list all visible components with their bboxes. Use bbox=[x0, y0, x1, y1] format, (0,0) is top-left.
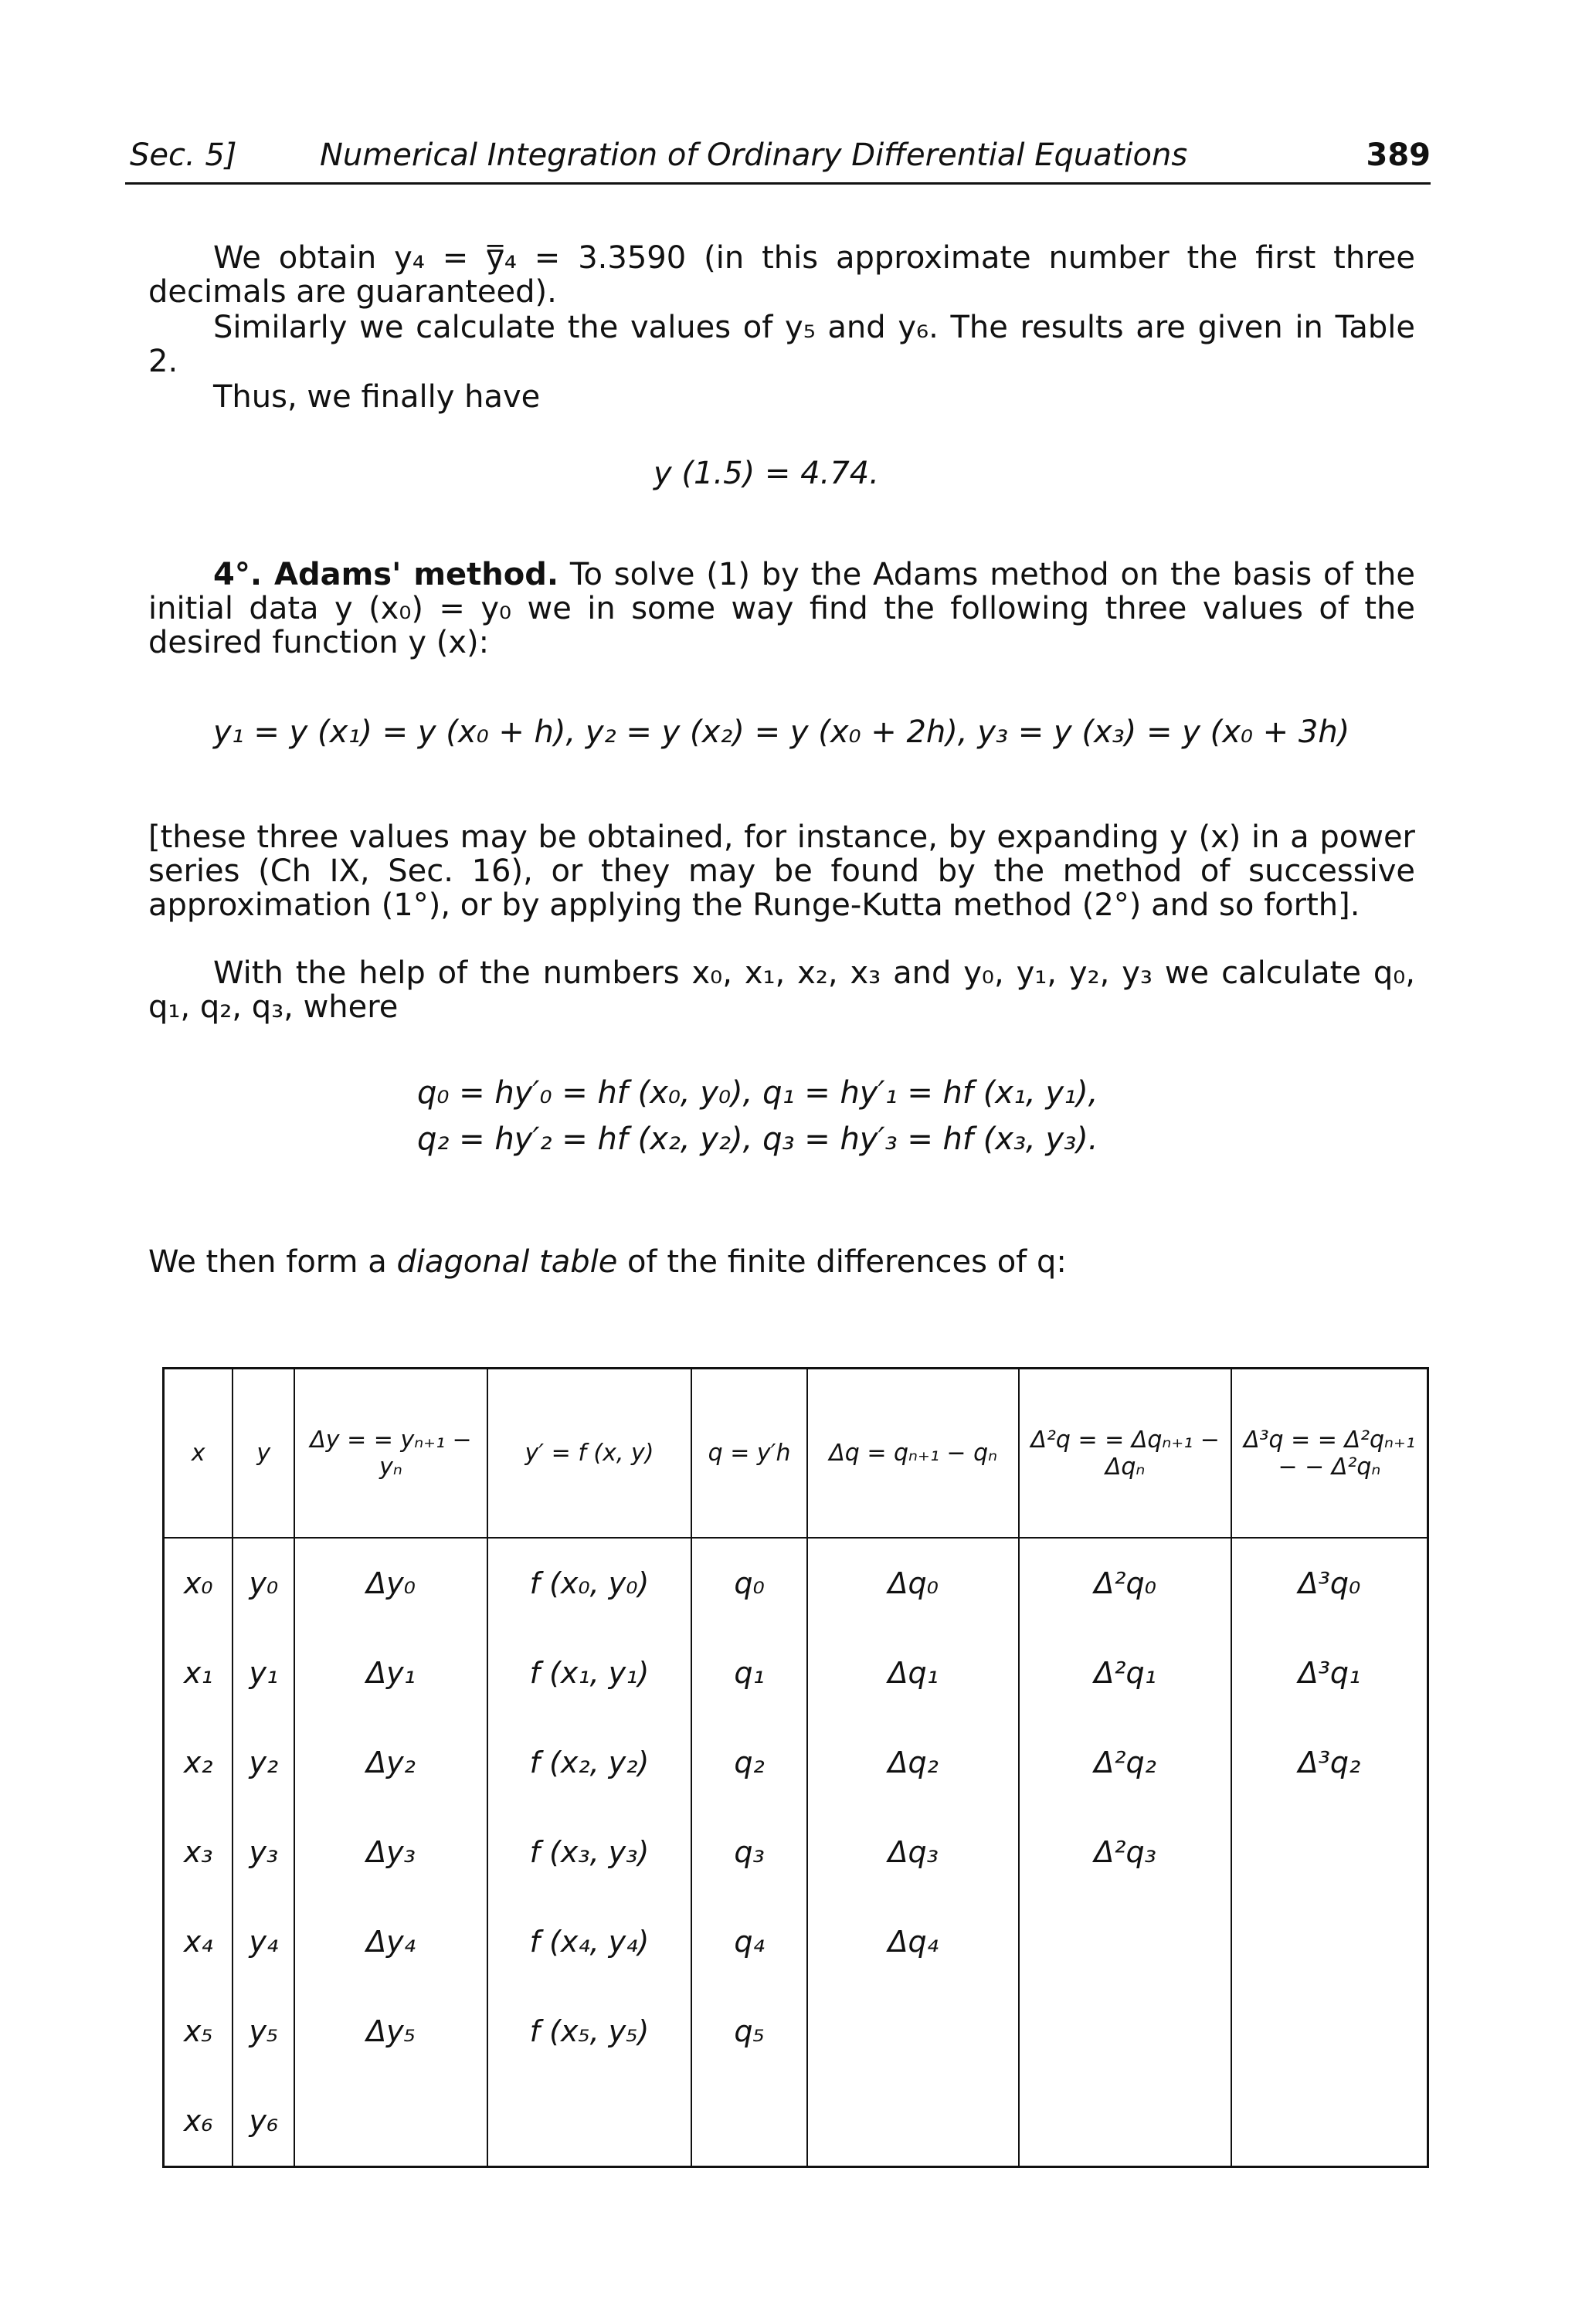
cell-delta-q: Δq₁ bbox=[807, 1628, 1019, 1718]
paragraph-calc: With the help of the numbers x₀, x₁, x₂, x₃ and y₀, y₁, y₂, y₃ we calculate q₀, q₁, q₂, q₃, where bbox=[148, 955, 1415, 1025]
cell-delta3-q: Δ³q₂ bbox=[1231, 1718, 1428, 1807]
running-header bbox=[125, 133, 1431, 185]
cell-q: q₄ bbox=[691, 1897, 807, 1986]
paragraph-1: We obtain y₄ = y̿₄ = 3.3590 (in this approximate number the first three decimals are guaranteed). bbox=[148, 240, 1415, 310]
paragraph-3: Thus, we finally have bbox=[213, 379, 541, 415]
cell-f bbox=[487, 2076, 691, 2167]
cell-x: x₄ bbox=[164, 1897, 233, 1986]
cell-delta3-q bbox=[1231, 1897, 1428, 1986]
cell-delta-y: Δy₁ bbox=[294, 1628, 487, 1718]
diagonal-text-post: of the finite differences of q: bbox=[617, 1244, 1067, 1280]
cell-f: f (x₁, y₁) bbox=[487, 1628, 691, 1718]
section-label: Sec. 5] bbox=[130, 137, 237, 173]
paragraph-adams bbox=[148, 558, 1415, 660]
cell-delta-q: Δq₄ bbox=[807, 1897, 1019, 1986]
cell-y: y₅ bbox=[233, 1986, 294, 2076]
cell-x: x₃ bbox=[164, 1807, 233, 1897]
page-number: 389 bbox=[1366, 137, 1431, 173]
equation-q-row1: q₀ = hy′₀ = hf (x₀, y₀), q₁ = hy′₁ = hf (x₁, y₁), bbox=[417, 1075, 1098, 1111]
cell-delta-q bbox=[807, 1986, 1019, 2076]
cell-q: q₂ bbox=[691, 1718, 807, 1807]
cell-f: f (x₀, y₀) bbox=[487, 1538, 691, 1628]
diagonal-text-pre: We then form a bbox=[148, 1244, 397, 1280]
cell-delta-q: Δq₀ bbox=[807, 1538, 1019, 1628]
header-y: y bbox=[233, 1369, 294, 1539]
cell-f: f (x₂, y₂) bbox=[487, 1718, 691, 1807]
cell-delta2-q: Δ²q₁ bbox=[1019, 1628, 1231, 1718]
cell-q: q₃ bbox=[691, 1807, 807, 1897]
equation-result: y (1.5) = 4.74. bbox=[654, 456, 879, 491]
cell-delta3-q bbox=[1231, 1986, 1428, 2076]
cell-y: y₃ bbox=[233, 1807, 294, 1897]
cell-delta3-q bbox=[1231, 2076, 1428, 2167]
table-row bbox=[164, 1538, 1428, 1628]
cell-x: x₆ bbox=[164, 2076, 233, 2167]
paragraph-2: Similarly we calculate the values of y₅ and y₆. The results are given in Table 2. bbox=[148, 310, 1415, 379]
table-row bbox=[164, 1718, 1428, 1807]
header-y-prime: y′ = f (x, y) bbox=[487, 1369, 691, 1539]
cell-q: q₀ bbox=[691, 1538, 807, 1628]
cell-delta-q: Δq₂ bbox=[807, 1718, 1019, 1807]
cell-delta-y: Δy₅ bbox=[294, 1986, 487, 2076]
cell-delta2-q: Δ²q₃ bbox=[1019, 1807, 1231, 1897]
cell-delta2-q: Δ²q₂ bbox=[1019, 1718, 1231, 1807]
cell-delta2-q bbox=[1019, 1986, 1231, 2076]
header-delta-q: Δq = qₙ₊₁ − qₙ bbox=[807, 1369, 1019, 1539]
header-delta2-q: Δ²q = = Δqₙ₊₁ − Δqₙ bbox=[1019, 1369, 1231, 1539]
cell-delta-q: Δq₃ bbox=[807, 1807, 1019, 1897]
cell-delta-y: Δy₀ bbox=[294, 1538, 487, 1628]
header-delta-y: Δy = = yₙ₊₁ − yₙ bbox=[294, 1369, 487, 1539]
cell-q bbox=[691, 2076, 807, 2167]
table-row bbox=[164, 1897, 1428, 1986]
cell-y: y₀ bbox=[233, 1538, 294, 1628]
cell-delta-y: Δy₄ bbox=[294, 1897, 487, 1986]
paragraph-diagonal bbox=[148, 1245, 1415, 1279]
table-row bbox=[164, 2076, 1428, 2167]
cell-x: x₀ bbox=[164, 1538, 233, 1628]
paragraph-bracket: [these three values may be obtained, for instance, by expanding y (x) in a power series (Ch IX, Sec. 16), or they may be found by the method of successive approximation (1°), or by applying the Runge-Kutta method (2°) and so forth]. bbox=[148, 819, 1415, 923]
adams-text: To solve (1) by the Adams method on the basis of the initial data y (x₀) = y₀ we in some way find the following three values of the desired function y (x): bbox=[148, 557, 1415, 660]
cell-y: y₄ bbox=[233, 1897, 294, 1986]
cell-x: x₅ bbox=[164, 1986, 233, 2076]
cell-y: y₂ bbox=[233, 1718, 294, 1807]
cell-delta2-q bbox=[1019, 2076, 1231, 2167]
cell-f: f (x₄, y₄) bbox=[487, 1897, 691, 1986]
adams-heading: 4°. Adams' method. bbox=[213, 557, 559, 592]
cell-f: f (x₅, y₅) bbox=[487, 1986, 691, 2076]
table-row bbox=[164, 1986, 1428, 2076]
cell-f: f (x₃, y₃) bbox=[487, 1807, 691, 1897]
cell-delta3-q: Δ³q₀ bbox=[1231, 1538, 1428, 1628]
cell-delta-y: Δy₂ bbox=[294, 1718, 487, 1807]
cell-q: q₁ bbox=[691, 1628, 807, 1718]
cell-x: x₁ bbox=[164, 1628, 233, 1718]
equation-q-row2: q₂ = hy′₂ = hf (x₂, y₂), q₃ = hy′₃ = hf (x₃, y₃). bbox=[417, 1121, 1098, 1157]
cell-y: y₁ bbox=[233, 1628, 294, 1718]
header-x: x bbox=[164, 1369, 233, 1539]
cell-delta2-q bbox=[1019, 1897, 1231, 1986]
cell-x: x₂ bbox=[164, 1718, 233, 1807]
difference-table bbox=[162, 1367, 1429, 2168]
cell-delta3-q bbox=[1231, 1807, 1428, 1897]
cell-delta-y: Δy₃ bbox=[294, 1807, 487, 1897]
table-header-row bbox=[164, 1369, 1428, 1539]
cell-delta2-q: Δ²q₀ bbox=[1019, 1538, 1231, 1628]
diagonal-term: diagonal table bbox=[396, 1244, 618, 1280]
cell-q: q₅ bbox=[691, 1986, 807, 2076]
table-row bbox=[164, 1807, 1428, 1897]
table-row bbox=[164, 1628, 1428, 1718]
cell-delta3-q: Δ³q₁ bbox=[1231, 1628, 1428, 1718]
header-delta3-q: Δ³q = = Δ²qₙ₊₁ − − Δ²qₙ bbox=[1231, 1369, 1428, 1539]
chapter-title: Numerical Integration of Ordinary Differential Equations bbox=[320, 137, 1188, 173]
equation-initial-values: y₁ = y (x₁) = y (x₀ + h), y₂ = y (x₂) = y (x₀ + 2h), y₃ = y (x₃) = y (x₀ + 3h) bbox=[213, 714, 1350, 750]
cell-delta-q bbox=[807, 2076, 1019, 2167]
cell-y: y₆ bbox=[233, 2076, 294, 2167]
cell-delta-y bbox=[294, 2076, 487, 2167]
header-q: q = y′h bbox=[691, 1369, 807, 1539]
